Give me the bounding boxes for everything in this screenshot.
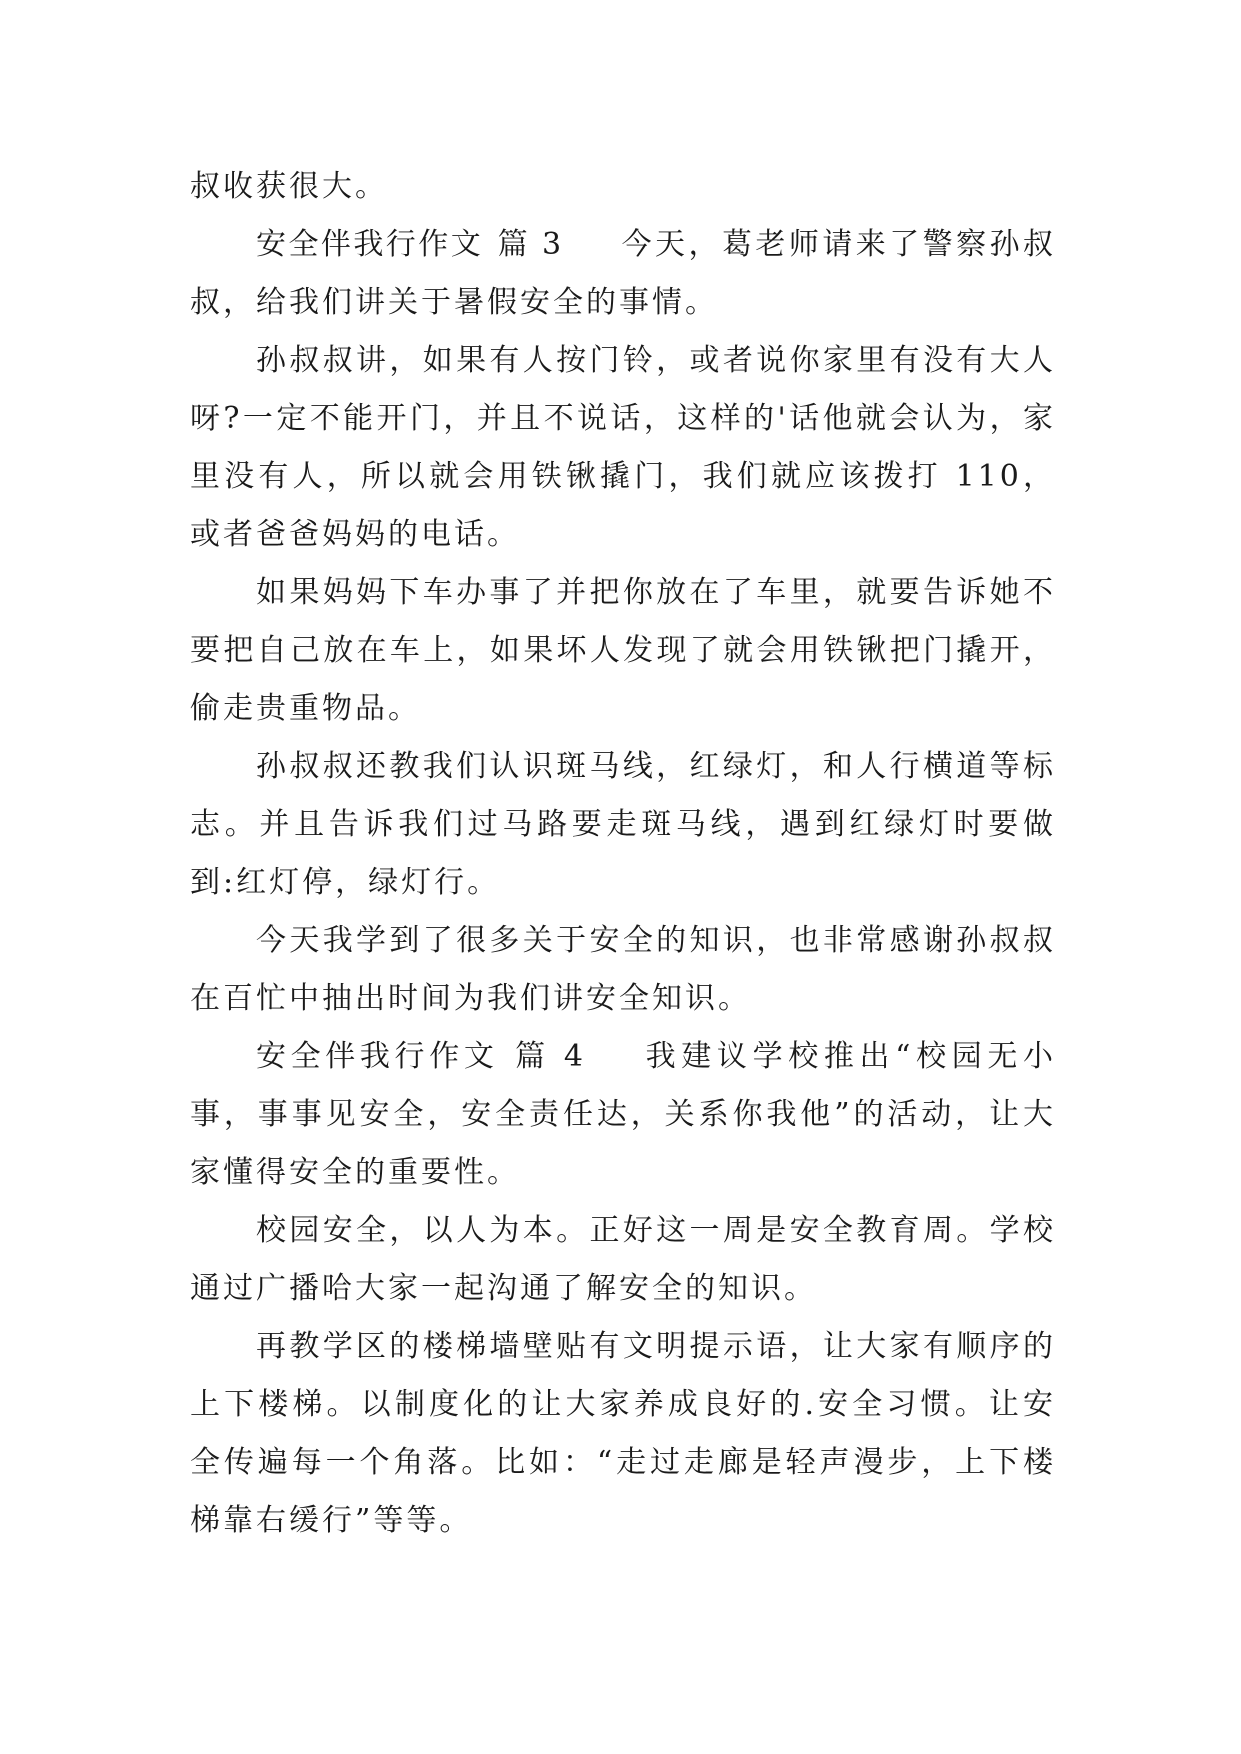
paragraph bbox=[190, 912, 1056, 1028]
paragraph-text: 今天我学到了很多关于安全的知识，也非常感谢孙叔叔在百忙中抽出时间为我们讲安全知识。 bbox=[190, 923, 1056, 1016]
paragraph bbox=[190, 564, 1056, 738]
paragraph-text: 我建议学校推出“校园无小事，事事见安全，安全责任达，关系你我他”的活动，让大家懂得安全的重要性。 bbox=[190, 1039, 1057, 1190]
paragraph-continuation bbox=[190, 158, 1056, 216]
paragraph bbox=[190, 738, 1056, 912]
paragraph-text: 孙叔叔讲，如果有人按门铃，或者说你家里有没有大人呀?一定不能开门，并且不说话，这样的'话他就会认为，家里没有人，所以就会用铁锹撬门，我们就应该拨打 110，或者爸爸妈妈的电话。 bbox=[190, 343, 1056, 552]
paragraph bbox=[190, 1318, 1056, 1550]
paragraph-text: 叔收获很大。 bbox=[190, 169, 388, 204]
essay-section-number: 篇 3 bbox=[497, 227, 564, 262]
paragraph-text: 孙叔叔还教我们认识斑马线，红绿灯，和人行横道等标志。并且告诉我们过马路要走斑马线，遇到红绿灯时要做到:红灯停，绿灯行。 bbox=[190, 749, 1056, 900]
essay-section-number: 篇 4 bbox=[512, 1039, 586, 1074]
paragraph bbox=[190, 332, 1056, 564]
essay-title: 安全伴我行作文 bbox=[256, 227, 484, 262]
paragraph-text: 今天，葛老师请来了警察孙叔叔，给我们讲关于暑假安全的事情。 bbox=[190, 227, 1057, 320]
essay-title: 安全伴我行作文 bbox=[256, 1039, 499, 1074]
paragraph bbox=[190, 1202, 1056, 1318]
paragraph-text: 再教学区的楼梯墙壁贴有文明提示语，让大家有顺序的上下楼梯。以制度化的让大家养成良好的.安全习惯。让安全传遍每一个角落。比如：“走过走廊是轻声漫步，上下楼梯靠右缓行”等等。 bbox=[190, 1329, 1056, 1538]
paragraph-text: 校园安全，以人为本。正好这一周是安全教育周。学校通过广播哈大家一起沟通了解安全的知识。 bbox=[190, 1213, 1056, 1306]
paragraph-essay-4-intro bbox=[190, 1028, 1056, 1202]
paragraph-essay-3-intro bbox=[190, 216, 1056, 332]
document-body bbox=[190, 158, 1056, 1550]
paragraph-text: 如果妈妈下车办事了并把你放在了车里，就要告诉她不要把自己放在车上，如果坏人发现了就会用铁锹把门撬开，偷走贵重物品。 bbox=[190, 575, 1056, 726]
